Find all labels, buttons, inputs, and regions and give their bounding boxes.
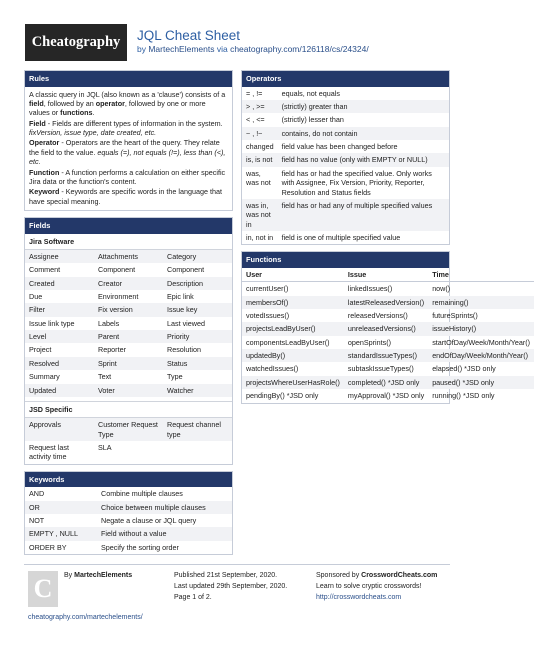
field-row-cell: Comment	[29, 265, 61, 275]
publish-info	[174, 571, 287, 604]
field-row-cell: Priority	[163, 330, 232, 343]
operator-row-cell: is, is not	[242, 153, 278, 166]
function-row-cell: updatedBy()	[242, 349, 344, 362]
function-row-cell: currentUser()	[246, 284, 289, 294]
function-row-cell: projectsLeadByUser()	[242, 322, 344, 335]
field-row-cell: Labels	[98, 318, 120, 328]
jsd-field-row-cell	[163, 441, 232, 464]
field-row-cell: Resolution	[167, 345, 201, 355]
field-row-cell: Filter	[25, 303, 94, 316]
operator-row-cell: ~ , !~	[242, 127, 278, 140]
operator-row-cell: field has no value (only with EMPTY or NULL)	[278, 153, 449, 166]
operator-row	[242, 87, 449, 100]
function-row	[242, 336, 534, 349]
rules-function: Function - A function performs a calculation on either specific Jira data or the function's content.	[29, 167, 226, 186]
field-row-cell: Reporter	[98, 345, 126, 355]
operator-row-cell: field value has been changed before	[281, 142, 398, 152]
fields-heading: Fields	[25, 218, 232, 234]
page-title: JQL Cheat Sheet	[137, 28, 241, 43]
operator-row-cell: contains, do not contain	[278, 127, 449, 140]
sponsor-tagline: Learn to solve cryptic crosswords!	[316, 582, 422, 590]
operator-row-cell: (strictly) greater than	[278, 100, 449, 113]
functions-header-issue: Issue	[344, 268, 428, 282]
function-row	[242, 389, 534, 402]
function-row	[242, 296, 534, 309]
function-row-cell: futureSprints()	[432, 311, 478, 320]
rules-keyword: Keyword - Keywords are specific words in the language that have special meaning.	[29, 187, 222, 206]
jira-software-heading: Jira Software	[25, 234, 232, 250]
operator-row	[242, 127, 449, 140]
function-row-cell: completed() *JSD only	[344, 376, 428, 389]
function-row	[242, 376, 534, 389]
functions-header-user: User	[242, 268, 344, 282]
operator-row-cell: in, not in	[246, 232, 274, 242]
field-row-cell: Creator	[94, 277, 163, 290]
fields-section	[24, 217, 233, 465]
field-row	[25, 330, 232, 343]
cheatography-logo[interactable]: Cheatography	[25, 24, 127, 61]
operator-row	[242, 100, 449, 113]
jsd-specific-heading: JSD Specific	[25, 401, 232, 418]
function-row	[242, 362, 534, 375]
function-row-cell: unreleasedVersions()	[344, 322, 428, 335]
sponsor-name: CrosswordCheats.com	[361, 572, 438, 579]
footer-author-name: MartechElements	[74, 572, 133, 579]
keyword-row	[25, 514, 232, 527]
author-profile-link[interactable]: cheatography.com/martechelements/	[28, 614, 143, 621]
right-column	[241, 70, 531, 410]
field-row-cell: Component	[98, 265, 136, 275]
functions-heading: Functions	[242, 252, 449, 268]
operator-row-cell: was in, was not in	[242, 199, 278, 231]
operators-section	[241, 70, 450, 245]
function-row	[242, 309, 534, 322]
operator-row-cell: = , !=	[246, 88, 263, 98]
byline	[137, 44, 369, 55]
byline-prefix: by	[137, 44, 149, 54]
footer-author: By MartechElements	[64, 572, 133, 579]
keyword-row	[25, 527, 232, 540]
field-row	[25, 250, 232, 263]
field-row	[25, 303, 232, 316]
author-avatar: C	[28, 571, 58, 607]
jsd-field-row-cell: Request channel type	[163, 418, 232, 441]
functions-header-time: Time	[428, 268, 534, 282]
keywords-heading: Keywords	[25, 472, 232, 488]
sponsor-line: Sponsored by CrosswordCheats.com	[316, 572, 438, 579]
field-row	[25, 370, 232, 383]
field-row	[25, 317, 232, 330]
field-row	[25, 384, 232, 397]
operator-row-cell: field has or had the specified value. Only works with Assignee, Fix Version, Priority, Reporter, Resolution and Status fields	[281, 168, 432, 197]
field-row-cell: Level	[25, 330, 94, 343]
sheet-url-link[interactable]: cheatography.com/126118/cs/24324/	[230, 44, 369, 54]
operator-row-cell: field is one of multiple specified value	[281, 232, 401, 242]
function-row-cell: openSprints()	[347, 337, 392, 347]
field-row-cell: Fix version	[94, 303, 163, 316]
field-row	[25, 290, 232, 303]
field-row-cell: Watcher	[163, 384, 232, 397]
jsd-field-row-cell: Approvals	[25, 418, 94, 441]
field-row-cell: Status	[163, 357, 232, 370]
function-row-cell: membersOf()	[242, 296, 344, 309]
page-header	[25, 24, 450, 64]
function-row-cell: releasedVersions()	[347, 311, 408, 320]
field-row-cell: Type	[167, 372, 183, 382]
byline-via: via	[214, 44, 231, 54]
operator-row-cell: < , <=	[246, 115, 265, 125]
operator-row	[242, 153, 449, 166]
functions-table	[242, 268, 534, 403]
keyword-row-cell: EMPTY , NULL	[25, 527, 97, 540]
field-row-cell: Attachments	[94, 250, 163, 263]
field-row-cell: Component	[167, 265, 205, 275]
field-row-cell: Last viewed	[167, 318, 205, 328]
function-row-cell: latestReleasedVersion()	[344, 296, 428, 309]
updated-date: Last updated 29th September, 2020.	[174, 582, 288, 590]
jira-software-fields-table	[25, 250, 232, 397]
keyword-row-cell: Combine multiple clauses	[101, 489, 183, 499]
keyword-row-cell: ORDER BY	[29, 542, 67, 552]
function-row-cell: myApproval() *JSD only	[347, 391, 425, 401]
field-row	[25, 263, 232, 276]
left-column	[24, 70, 233, 561]
function-row	[242, 322, 534, 335]
operator-row-cell: > , >=	[242, 100, 278, 113]
keyword-row	[25, 487, 232, 500]
function-row-cell: standardIssueTypes()	[344, 349, 428, 362]
field-row-cell: Issue link type	[29, 318, 75, 328]
operator-row-cell: field has or had any of multiple specified values	[278, 199, 449, 231]
jsd-field-row-cell: Request last activity time	[29, 442, 69, 462]
field-row	[25, 277, 232, 290]
function-row-cell: pendingBy() *JSD only	[246, 391, 319, 401]
function-row	[242, 282, 534, 296]
sponsor-link[interactable]: http://crosswordcheats.com	[316, 593, 402, 601]
function-row	[242, 349, 534, 362]
operator-row	[242, 199, 449, 231]
keyword-row-cell: Choice between multiple clauses	[97, 501, 232, 514]
field-row-cell: Epic link	[167, 292, 194, 301]
function-row-cell: remaining()	[428, 296, 534, 309]
keyword-row	[25, 501, 232, 514]
operator-row-cell: changed	[246, 142, 274, 152]
field-row	[25, 343, 232, 356]
jsd-field-row	[25, 418, 232, 441]
field-row-cell: Text	[98, 372, 112, 382]
rules-field: Field - Fields are different types of information in the system. fixVersion, issue type, date created, etc.	[29, 118, 223, 138]
functions-section	[241, 251, 531, 403]
rules-operator: Operator - Operators are the heart of the query. They relate the field to the value. equals (=), not equals (!=), less than (<), etc.	[29, 138, 226, 167]
field-row-cell: Assignee	[25, 250, 94, 263]
field-row-cell: Voter	[94, 384, 163, 397]
operator-row	[242, 113, 449, 126]
rules-intro: A classic query in JQL (also known as a 'clause') consists of a field, followed by an operator, followed by one or more values or functions.	[29, 89, 226, 118]
jsd-field-row	[25, 441, 232, 464]
function-row-cell: elapsed() *JSD only	[432, 364, 496, 374]
field-row-cell: Description	[163, 277, 232, 290]
page-count: Page 1 of 2.	[174, 593, 212, 601]
function-row-cell: endOfDay/Week/Month/Year()	[428, 349, 534, 362]
keyword-row-cell: Specify the sorting order	[101, 542, 179, 552]
field-row-cell: Updated	[25, 384, 94, 397]
field-row-cell: Created	[25, 277, 94, 290]
function-row-cell: votedIssues()	[246, 311, 290, 320]
keywords-section	[24, 471, 233, 555]
author-link[interactable]: MartechElements	[148, 44, 215, 54]
jsd-field-row-cell: Customer Request Type	[94, 418, 163, 441]
field-row-cell: Project	[29, 345, 52, 355]
field-row-cell: Environment	[98, 292, 139, 301]
rules-section	[24, 70, 233, 211]
sponsor-info	[316, 571, 437, 604]
keyword-row-cell: Negate a clause or JQL query	[101, 516, 197, 526]
keyword-row-cell: OR	[25, 501, 97, 514]
field-row-cell: Due	[29, 292, 43, 301]
function-row-cell: linkedIssues()	[347, 284, 393, 294]
operators-table	[242, 87, 449, 245]
function-row-cell: watchedIssues()	[246, 364, 299, 374]
keyword-row-cell: AND	[29, 489, 45, 499]
field-row-cell: Parent	[94, 330, 163, 343]
page-footer	[24, 564, 450, 624]
function-row-cell: projectsWhereUserHasRole()	[242, 376, 344, 389]
field-row-cell: Issue key	[163, 303, 232, 316]
field-row	[25, 357, 232, 370]
keywords-table	[25, 487, 232, 554]
keyword-row-cell: Field without a value	[97, 527, 232, 540]
operator-row	[242, 140, 449, 153]
operator-row	[242, 167, 449, 199]
function-row-cell: now()	[432, 284, 451, 294]
function-row-cell: paused() *JSD only	[428, 376, 534, 389]
function-row-cell: issueHistory()	[428, 322, 534, 335]
jsd-field-row-cell: SLA	[98, 442, 112, 452]
operator-row-cell: was, was not	[246, 168, 271, 188]
field-row-cell: Category	[163, 250, 232, 263]
field-row-cell: Summary	[29, 372, 60, 382]
rules-heading: Rules	[25, 71, 232, 87]
operator-row-cell: (strictly) lesser than	[281, 115, 344, 125]
function-row-cell: componentsLeadByUser()	[246, 337, 330, 347]
jsd-fields-table	[25, 418, 232, 463]
keyword-row-cell: NOT	[29, 516, 45, 526]
rules-body	[25, 87, 232, 210]
function-row-cell: running() *JSD only	[432, 391, 495, 401]
operator-row-cell: equals, not equals	[281, 88, 340, 98]
function-row-cell: subtaskIssueTypes()	[347, 364, 414, 374]
field-row-cell: Resolved	[25, 357, 94, 370]
published-date: Published 21st September, 2020.	[174, 572, 278, 579]
function-row-cell: startOfDay/Week/Month/Year()	[432, 337, 531, 347]
field-row-cell: Sprint	[94, 357, 163, 370]
keyword-row	[25, 541, 232, 554]
operators-heading: Operators	[242, 71, 449, 87]
operator-row	[242, 231, 449, 244]
